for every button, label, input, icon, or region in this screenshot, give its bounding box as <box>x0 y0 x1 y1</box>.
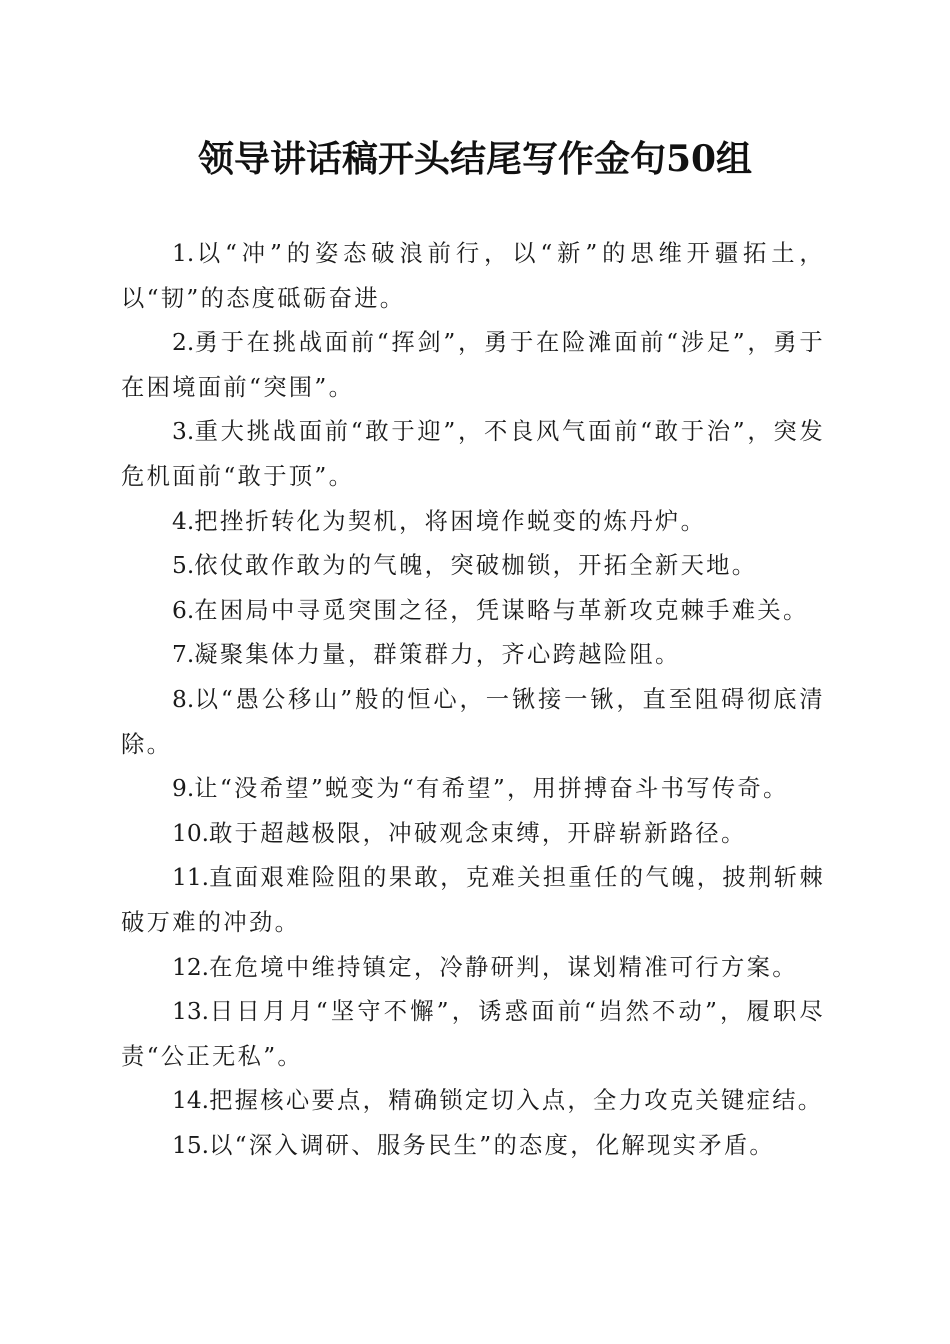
item-number: 7. <box>172 641 195 669</box>
item-text: 勇于在挑战面前“挥剑”，勇于在险滩面前“涉足”，勇于在困境面前“突围”。 <box>121 329 825 401</box>
item-number: 10. <box>172 819 210 847</box>
item-number: 5. <box>172 552 195 580</box>
document-body <box>121 232 825 1168</box>
item-text: 把握核心要点，精确锁定切入点，全力攻克关键症结。 <box>209 1087 824 1115</box>
paragraph-item <box>121 500 825 545</box>
paragraph-item <box>121 544 825 589</box>
item-text: 以“深入调研、服务民生”的态度，化解现实矛盾。 <box>209 1131 776 1159</box>
paragraph-item <box>121 321 825 410</box>
item-text: 直面艰难险阻的果敢，克难关担重任的气魄，披荆斩棘破万难的冲劲。 <box>121 864 825 936</box>
item-text: 重大挑战面前“敢于迎”，不良风气面前“敢于治”，突发危机面前“敢于顶”。 <box>121 418 825 490</box>
document-title: 领导讲话稿开头结尾写作金句50组 <box>197 138 753 180</box>
item-text: 把挫折转化为契机，将困境作蜕变的炼丹炉。 <box>194 507 707 535</box>
item-text: 以“愚公移山”般的恒心，一锹接一锹，直至阻碍彻底清除。 <box>121 685 825 758</box>
item-number: 8. <box>172 685 195 713</box>
paragraph-item <box>121 410 825 499</box>
item-text: 在困局中寻觅突围之径，凭谋略与革新攻克棘手难关。 <box>194 596 809 624</box>
item-number: 2. <box>172 329 195 357</box>
paragraph-item <box>121 990 825 1079</box>
paragraph-item <box>121 856 825 945</box>
paragraph-item <box>121 1124 825 1169</box>
item-number: 11. <box>172 864 210 892</box>
item-number: 12. <box>172 953 210 981</box>
item-text: 依仗敢作敢为的气魄，突破枷锁，开拓全新天地。 <box>194 552 758 580</box>
item-number: 1. <box>172 240 195 267</box>
paragraph-item <box>121 678 825 767</box>
paragraph-item <box>121 633 825 678</box>
item-number: 9. <box>172 775 195 803</box>
paragraph-item <box>121 589 825 634</box>
paragraph-item <box>121 812 825 857</box>
paragraph-item <box>121 1079 825 1124</box>
item-text: 凝聚集体力量，群策群力，齐心跨越险阻。 <box>194 641 681 669</box>
item-number: 4. <box>172 507 195 535</box>
paragraph-item <box>121 946 825 991</box>
item-number: 14. <box>172 1087 210 1115</box>
item-text: 让“没希望”蜕变为“有希望”，用拼搏奋斗书写传奇。 <box>194 775 789 803</box>
item-number: 13. <box>172 998 210 1026</box>
item-text: 日日月月“坚守不懈”，诱惑面前“岿然不动”，履职尽责“公正无私”。 <box>121 998 825 1070</box>
item-text: 敢于超越极限，冲破观念束缚，开辟崭新路径。 <box>209 819 747 847</box>
item-text: 在危境中维持镇定，冷静研判，谋划精准可行方案。 <box>209 953 798 981</box>
paragraph-item <box>121 232 825 321</box>
paragraph-item <box>121 767 825 812</box>
item-number: 15. <box>172 1131 210 1159</box>
item-text: 以“冲”的姿态破浪前行，以“新”的思维开疆拓土，以“韧”的态度砥砺奋进。 <box>121 240 825 312</box>
item-number: 6. <box>172 596 195 624</box>
item-number: 3. <box>172 418 195 446</box>
